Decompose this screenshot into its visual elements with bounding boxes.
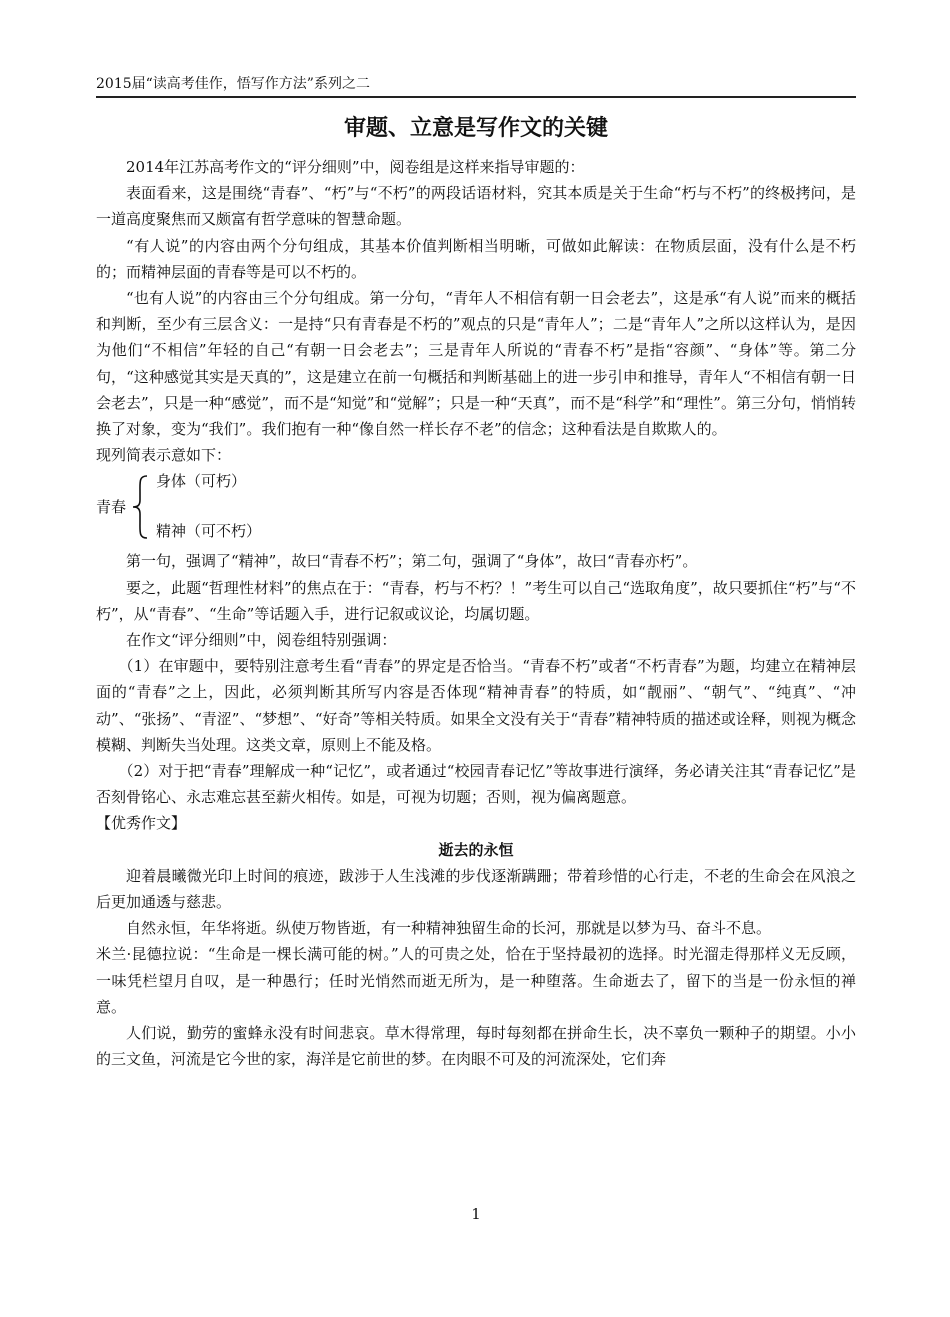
diagram-intro: 现列简表示意如下： [96, 446, 232, 465]
section-tag: 【优秀作文】 [96, 814, 187, 833]
brace-diagram [96, 468, 856, 548]
paragraph: 第一句，强调了“精神”，故曰“青春不朽”；第二句，强调了“身体”，故曰“青春亦朽”。 [126, 552, 698, 571]
curly-brace-icon [130, 474, 150, 540]
diagram-branch-bottom: 精神（可不朽） [156, 522, 262, 541]
page-title: 审题、立意是写作文的关键 [343, 116, 608, 141]
page-number: 1 [471, 1205, 481, 1223]
paragraph: 表面看来，这是围绕“青春”、“朽”与“不朽”的两段话语材料，究其本质是关于生命“朽与不朽”的终极拷问，是一道高度聚焦而又颇富有哲学意味的智慧命题。 [96, 184, 856, 229]
diagram-branch-top: 身体（可朽） [156, 472, 247, 491]
essay-paragraph: 迎着晨曦微光印上时间的痕迹，跋涉于人生浅滩的步伐逐渐蹒跚；带着珍惜的心行走，不老的生命会在风浪之后更加通透与慈悲。 [96, 866, 856, 912]
rule-item: （1）在审题中，要特别注意考生看“青春”的界定是否恰当。“青春不朽”或者“不朽青春”为题，均建立在精神层面的“青春”之上，因此，必须判断其所写内容是否体现“精神青春”的特质，如“靓丽”、“朝气”、“纯真”、“冲动”、“张扬”、“青涩”、“梦想”、“好奇”等相关特质。如果全文没有关于“青春”精神特质的描述或诠释，则视为概念模糊、判断失当处理。这类文章，原则上不能及格。 [96, 657, 856, 754]
diagram-root-label: 青春 [96, 498, 127, 517]
paragraph: 要之，此题“哲理性材料”的焦点在于：“青春，朽与不朽？！”考生可以自己“选取角度”，故只要抓住“朽”与“不朽”，从“青春”、“生命”等话题入手，进行记叙或议论，均属切题。 [96, 578, 856, 623]
paragraph: “也有人说”的内容由三个分句组成。第一分句，“青年人不相信有朝一日会老去”，这是承“有人说”而来的概括和判断，至少有三层含义：一是持“只有青春是不朽的”观点的只是“青年人”；二是“青年人”之所以这样认为，是因为他们“不相信”年轻的自己“有朝一日会老去”；三是青年人所说的“青春不朽”是指“容颜”、“身体”等。第二分句，“这种感觉其实是天真的”，这是建立在前一句概括和判断基础上的进一步引申和推导，青年人“不相信有朝一日会老去”，只是一种“感觉”，而不是“知觉”和“觉解”；只是一种“天真”，而不是“科学”和“理性”。第三分句，悄悄转换了对象，变为“我们”。我们抱有一种“像自然一样长存不老”的信念；这种看法是自欺欺人的。 [96, 289, 856, 439]
essay-paragraph: 米兰·昆德拉说：“生命是一棵长满可能的树。”人的可贵之处，恰在于坚持最初的选择。时光溜走得那样义无反顾，一味凭栏望月自叹，是一种愚行；任时光悄然而逝无所为，是一种堕落。生命逝去了，留下的当是一份永恒的禅意。 [96, 945, 856, 1016]
essay-paragraph: 人们说，勤劳的蜜蜂永没有时间悲哀。草木得常理，每时每刻都在拼命生长，决不辜负一颗种子的期望。小小的三文鱼，河流是它今世的家，海洋是它前世的梦。在肉眼不可及的河流深处，它们奔 [96, 1024, 856, 1069]
rule-item: （2）对于把“青春”理解成一种“记忆”，或者通过“校园青春记忆”等故事进行演绎，务必请关注其“青春记忆”是否刻骨铭心、永志难忘甚至薪火相传。如是，可视为切题；否则，视为偏离题意。 [96, 762, 856, 807]
paragraph: 2014年江苏高考作文的“评分细则”中，阅卷组是这样来指导审题的： [126, 158, 585, 176]
paragraph: “有人说”的内容由两个分句组成，其基本价值判断相当明晰，可做如此解读：在物质层面，没有什么是不朽的；而精神层面的青春等是可以不朽的。 [96, 236, 856, 281]
essay-title: 逝去的永恒 [438, 840, 514, 859]
header-rule [96, 96, 856, 98]
document-body [96, 154, 856, 1073]
paragraph: 在作文“评分细则”中，阅卷组特别强调： [126, 631, 397, 650]
running-header: 2015届“读高考佳作，悟写作方法”系列之二 [96, 76, 370, 92]
essay-paragraph: 自然永恒，年华将逝。纵使万物皆逝，有一种精神独留生命的长河，那就是以梦为马、奋斗不息。 [126, 919, 772, 938]
